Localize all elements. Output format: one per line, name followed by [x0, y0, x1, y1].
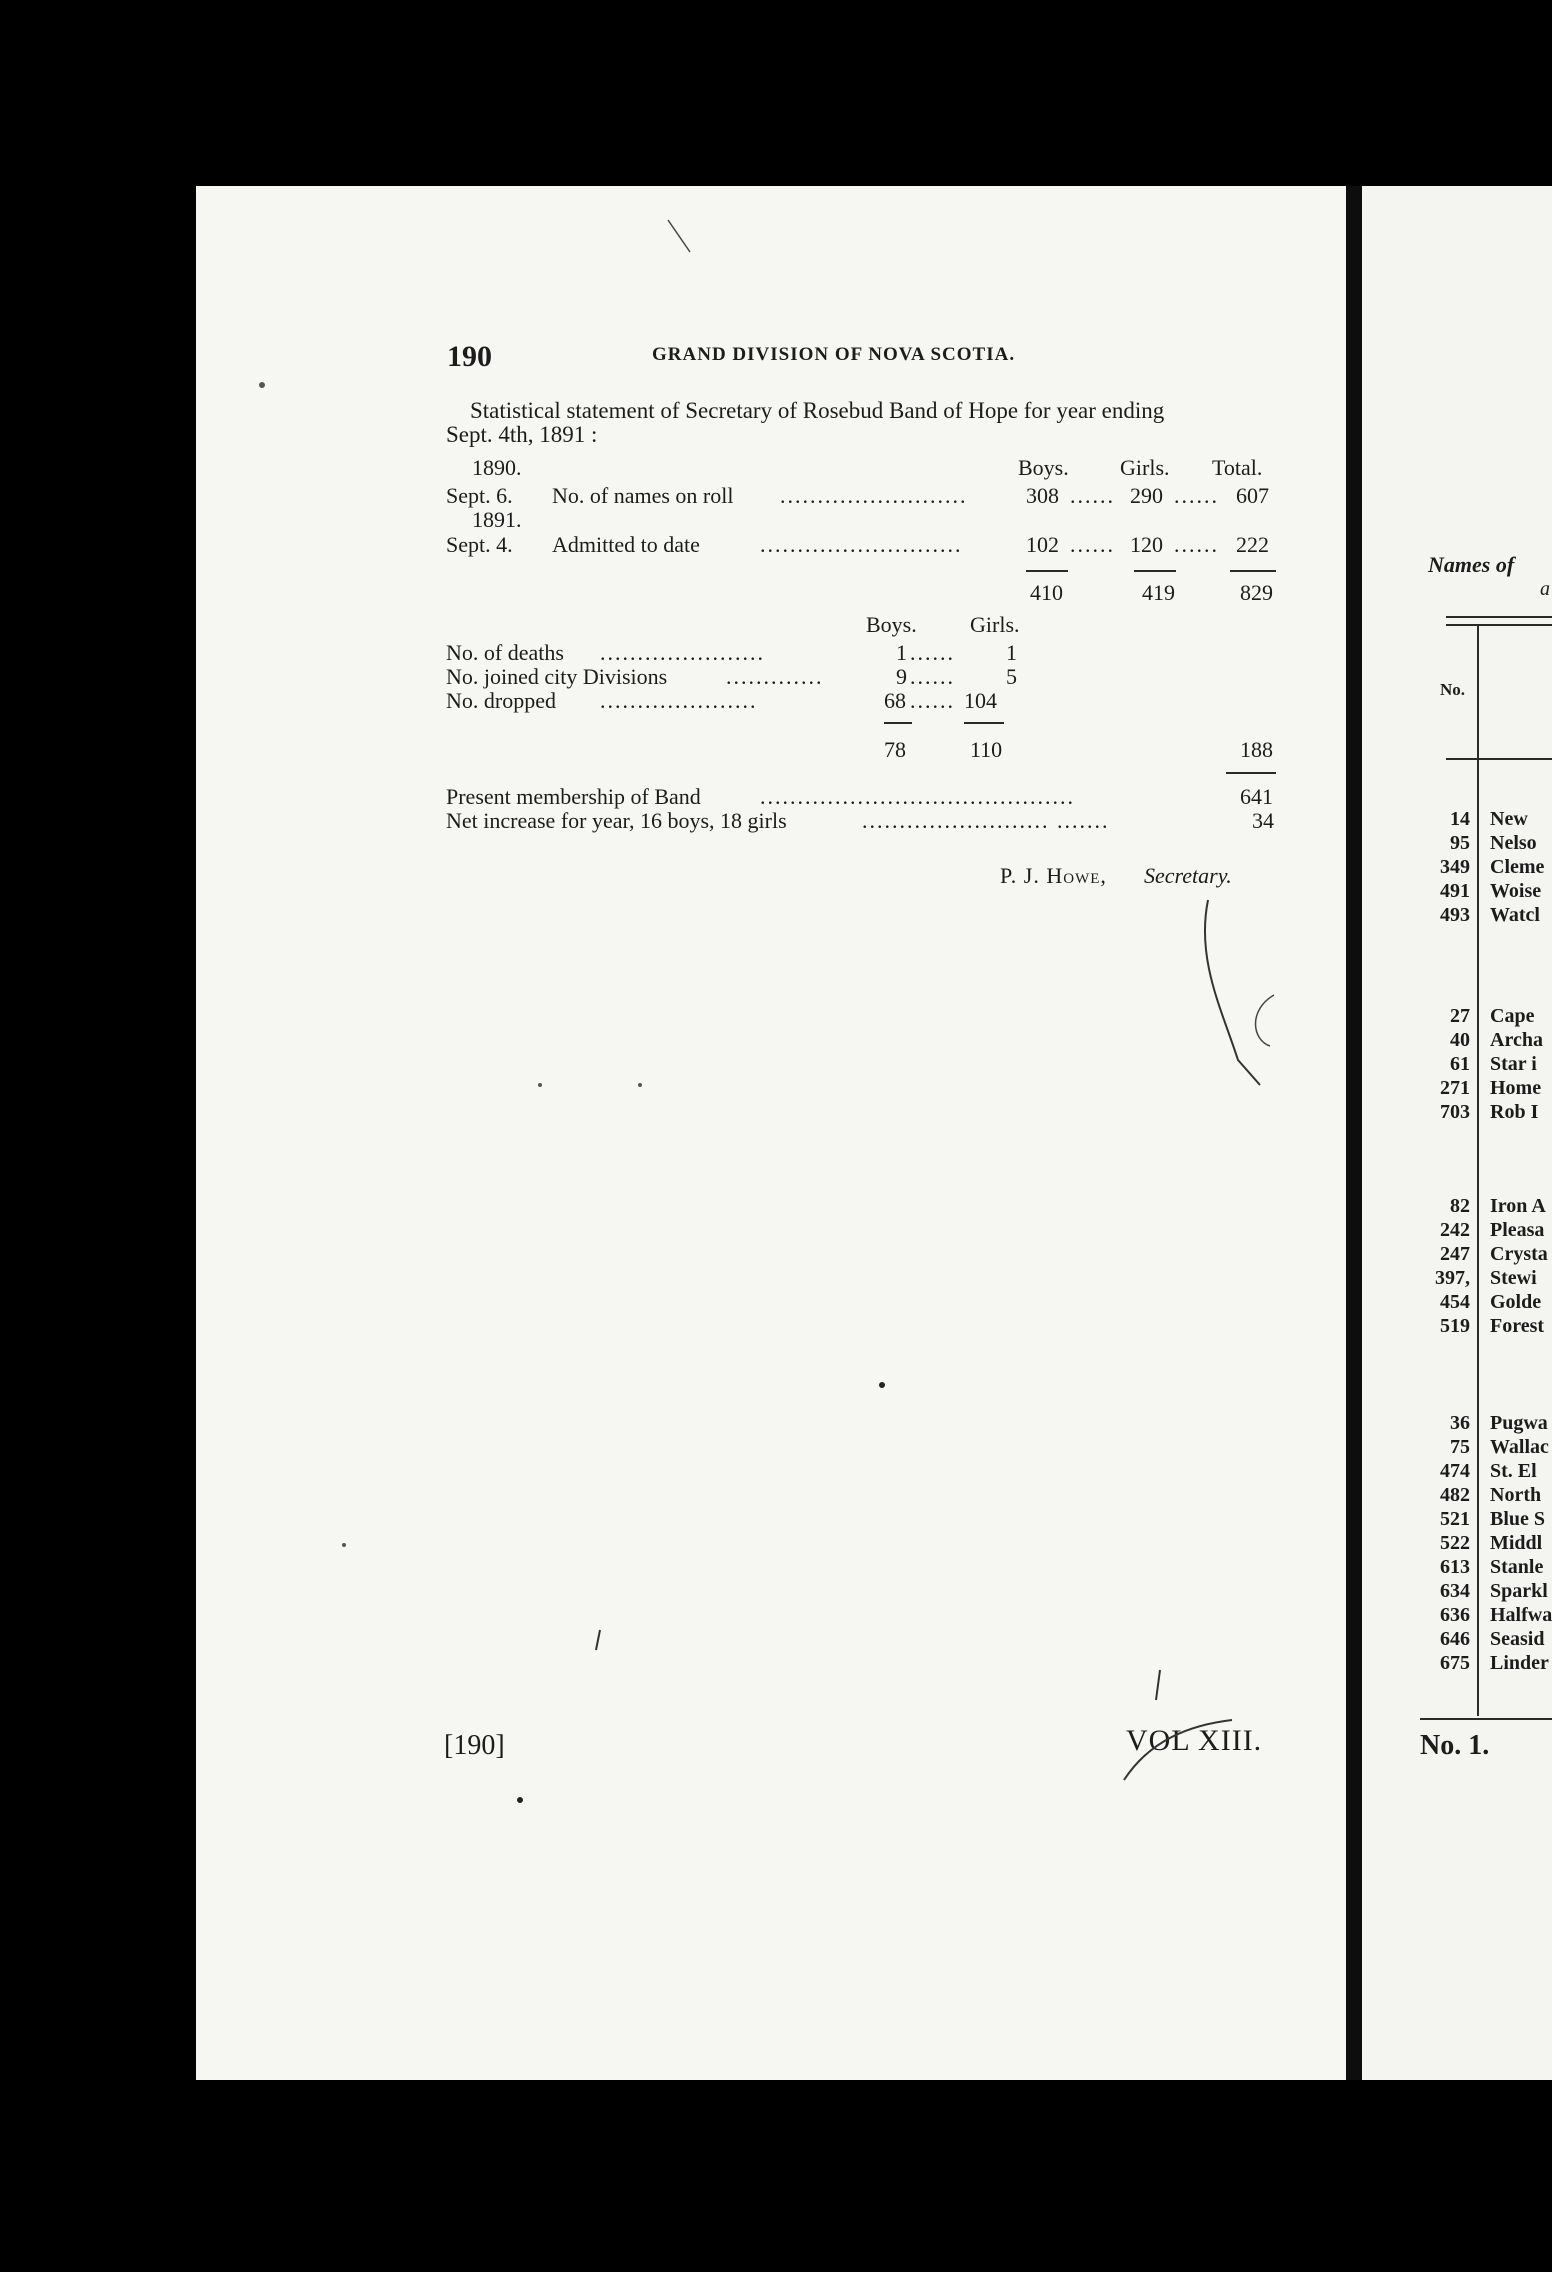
present-membership-value: 641 [1240, 784, 1273, 809]
row1-girls: 290 [1130, 483, 1163, 508]
loss-total-boys: 78 [884, 737, 906, 762]
right-row-number: 40 [1450, 1029, 1470, 1051]
present-membership-leader: .......................................... [760, 784, 1075, 809]
loss-row2-leader: ............. [726, 664, 824, 689]
scan-mark-line-1 [668, 220, 690, 252]
scan-speck-2 [517, 1797, 523, 1803]
right-row-number: 349 [1440, 856, 1470, 878]
right-row-name: North [1490, 1484, 1542, 1506]
right-row-number: 27 [1450, 1005, 1470, 1027]
right-row-number: 454 [1440, 1291, 1470, 1313]
right-row-name: Forest [1490, 1315, 1545, 1337]
right-row-name: Nelso [1490, 832, 1537, 854]
right-row-name: Woise [1490, 880, 1542, 902]
row1-date: Sept. 6. [446, 483, 513, 508]
right-row-name: Halfwa [1490, 1604, 1552, 1626]
net-increase-leader: ......................... ....... [862, 808, 1110, 833]
footer-page-ref: [190] [444, 1730, 505, 1761]
year-1890: 1890. [472, 455, 522, 480]
right-row-number: 474 [1440, 1460, 1470, 1482]
right-footer: No. 1. [1420, 1730, 1490, 1761]
right-row-name: Stanle [1490, 1556, 1544, 1578]
total-boys: 410 [1030, 580, 1063, 605]
scan-speck-6 [342, 1543, 346, 1547]
intro-line-1: Statistical statement of Secretary of Rosebud Band of Hope for year ending [470, 398, 1165, 423]
right-row-name: Iron A [1490, 1195, 1546, 1217]
scan-speck-4 [538, 1083, 542, 1087]
loss-row1-label: No. of deaths [446, 640, 564, 665]
loss-row2-label: No. joined city Divisions [446, 664, 668, 689]
scan-speck-3 [259, 382, 265, 388]
loss-row3-leader: ..................... [600, 688, 758, 713]
header-boys: Boys. [1018, 455, 1069, 480]
right-column-no: No. [1440, 680, 1466, 699]
right-row-number: 491 [1440, 880, 1470, 902]
total-total: 829 [1240, 580, 1273, 605]
intro-line-2: Sept. 4th, 1891 : [446, 422, 598, 447]
row1-leader-2: ...... [1070, 483, 1115, 508]
row2-total: 222 [1236, 532, 1269, 557]
right-row-name: Cleme [1490, 856, 1545, 878]
right-row-name: Pugwa [1490, 1412, 1548, 1434]
right-row-number: 95 [1450, 832, 1470, 854]
right-row-name: Cape [1490, 1005, 1535, 1027]
row2-boys: 102 [1026, 532, 1059, 557]
scan-mark-curve-2 [1256, 995, 1275, 1046]
loss-row2-leader-2: ...... [910, 664, 955, 689]
right-row-name: Archa [1490, 1029, 1543, 1051]
right-row-number: 522 [1440, 1532, 1470, 1554]
row2-leader-3: ...... [1174, 532, 1219, 557]
right-row-name: Home [1490, 1077, 1542, 1099]
right-row-number: 397, [1435, 1267, 1470, 1289]
right-row-number: 14 [1450, 808, 1470, 830]
loss-total-total: 188 [1240, 737, 1273, 762]
right-row-name: Sparkl [1490, 1580, 1548, 1602]
signature-name: P. J. Howe, [1000, 863, 1107, 888]
right-row-number: 493 [1440, 904, 1470, 926]
right-row-name: Crysta [1490, 1243, 1548, 1265]
right-row-number: 636 [1440, 1604, 1470, 1626]
right-row-number: 634 [1440, 1580, 1470, 1602]
right-caption-2: a [1540, 578, 1550, 600]
right-row-number: 675 [1440, 1652, 1470, 1674]
right-row-number: 521 [1440, 1508, 1470, 1530]
row2-leader-2: ...... [1070, 532, 1115, 557]
header-total: Total. [1212, 455, 1263, 480]
right-row-name: St. El [1490, 1460, 1537, 1482]
page-number: 190 [447, 340, 492, 373]
loss-row3-girls: 104 [964, 688, 997, 713]
right-row-number: 75 [1450, 1436, 1470, 1458]
right-row-name: Blue S [1490, 1508, 1546, 1530]
row2-date: Sept. 4. [446, 532, 513, 557]
right-row-name: Wallac [1490, 1436, 1549, 1458]
right-row-name: Seasid [1490, 1628, 1545, 1650]
right-row-number: 482 [1440, 1484, 1470, 1506]
row2-label: Admitted to date [552, 532, 700, 557]
row1-label: No. of names on roll [552, 483, 734, 508]
loss-row3-leader-2: ...... [910, 688, 955, 713]
right-row-number: 247 [1440, 1243, 1470, 1265]
loss-row1-boys: 1 [896, 640, 907, 665]
right-row-name: New [1490, 808, 1528, 830]
present-membership-label: Present membership of Band [446, 784, 701, 809]
row1-leader: ......................... [780, 483, 968, 508]
row1-total: 607 [1236, 483, 1269, 508]
right-row-name: Middl [1490, 1532, 1543, 1554]
right-row-name: Star i [1490, 1053, 1537, 1075]
scan-speck-5 [638, 1083, 642, 1087]
year-1891: 1891. [472, 507, 522, 532]
loss-header-boys: Boys. [866, 612, 917, 637]
scan-mark-line-2 [1156, 1670, 1160, 1700]
row2-leader: ........................... [760, 532, 963, 557]
running-head: GRAND DIVISION OF NOVA SCOTIA. [652, 344, 1016, 365]
net-increase-value: 34 [1252, 808, 1274, 833]
right-row-number: 271 [1440, 1077, 1470, 1099]
right-row-name: Stewi [1490, 1267, 1537, 1289]
header-girls: Girls. [1120, 455, 1170, 480]
right-row-number: 82 [1450, 1195, 1470, 1217]
right-row-number: 646 [1440, 1628, 1470, 1650]
footer-volume: VOL XIII. [1126, 1724, 1263, 1757]
right-row-name: Linder [1490, 1652, 1549, 1674]
total-girls: 419 [1142, 580, 1175, 605]
right-row-name: Pleasa [1490, 1219, 1545, 1241]
scan-mark-line-3 [596, 1630, 600, 1650]
loss-total-girls: 110 [970, 737, 1003, 762]
right-row-number: 61 [1450, 1053, 1470, 1075]
row1-boys: 308 [1026, 483, 1059, 508]
loss-row1-leader-2: ...... [910, 640, 955, 665]
loss-row1-leader: ...................... [600, 640, 765, 665]
right-caption-1: Names of [1428, 552, 1515, 577]
right-row-number: 36 [1450, 1412, 1470, 1434]
right-row-name: Rob I [1490, 1101, 1539, 1123]
loss-row2-boys: 9 [896, 664, 907, 689]
right-row-number: 703 [1440, 1101, 1470, 1123]
scan-speck-1 [879, 1382, 885, 1388]
signature-title: Secretary. [1144, 863, 1232, 888]
loss-row2-girls: 5 [1006, 664, 1017, 689]
scan-mark-curve-1 [1205, 900, 1260, 1085]
loss-row3-boys: 68 [884, 688, 906, 713]
net-increase-label: Net increase for year, 16 boys, 18 girls [446, 808, 787, 833]
right-row-name: Watcl [1490, 904, 1540, 926]
loss-row3-label: No. dropped [446, 688, 556, 713]
right-row-name: Golde [1490, 1291, 1542, 1313]
right-row-number: 242 [1440, 1219, 1470, 1241]
loss-header-girls: Girls. [970, 612, 1020, 637]
loss-row1-girls: 1 [1006, 640, 1017, 665]
right-row-number: 613 [1440, 1556, 1470, 1578]
right-row-number: 519 [1440, 1315, 1470, 1337]
scan-mark-curve-3 [1124, 1720, 1232, 1780]
row1-leader-3: ...... [1174, 483, 1219, 508]
row2-girls: 120 [1130, 532, 1163, 557]
